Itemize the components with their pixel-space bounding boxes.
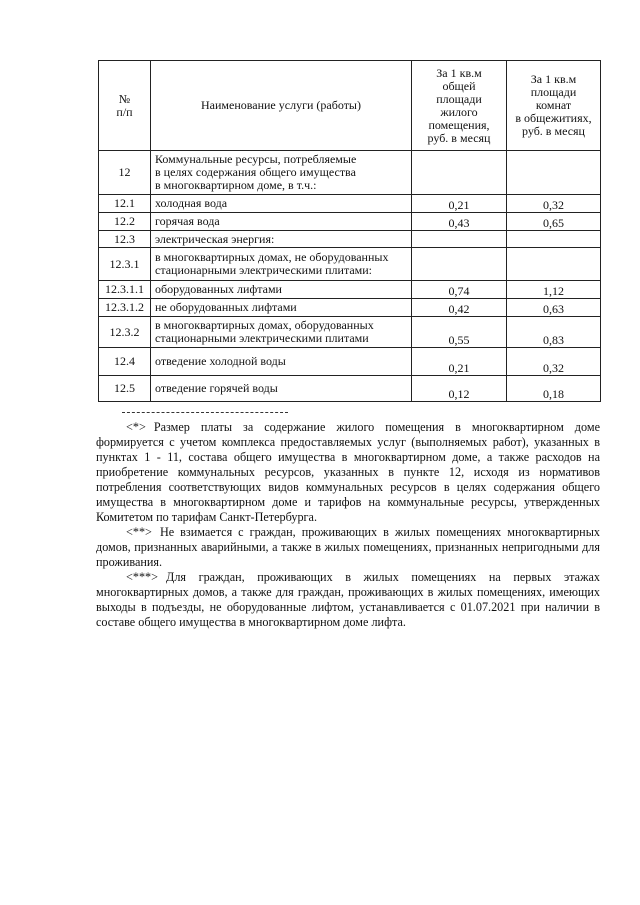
footnote-divider xyxy=(122,412,288,413)
row-value-dormitory: 0,32 xyxy=(507,348,601,376)
row-value-living: 0,12 xyxy=(412,376,507,402)
row-value-living: 0,43 xyxy=(412,213,507,231)
row-service: отведение горячей воды xyxy=(151,376,412,402)
table-row xyxy=(99,317,601,348)
row-number: 12.5 xyxy=(99,376,151,402)
footnote-text: Для граждан, проживающих в жилых помещениях на первых этажах многоквартирных домов, а также для граждан, проживающих в жилых помещениях, имеющих выходы в подъезды, не оборудованные лифтом, устанавливается с 01.07.2021 при наличии в составе общего имущества в многоквартирном доме лифта. xyxy=(96,570,600,629)
row-value-dormitory xyxy=(507,151,601,195)
footnote-mark: <**> xyxy=(126,525,152,539)
header-name: Наименование услуги (работы) xyxy=(151,61,412,151)
table-row xyxy=(99,248,601,281)
row-service: холодная вода xyxy=(151,195,412,213)
footnote-text: Не взимается с граждан, проживающих в жилых помещениях многоквартирных домов, признанных аварийными, а также в жилых помещениях, признанных непригодными для проживания. xyxy=(96,525,600,569)
row-value-living xyxy=(412,151,507,195)
table-row xyxy=(99,151,601,195)
row-value-living: 0,74 xyxy=(412,281,507,299)
row-number: 12.4 xyxy=(99,348,151,376)
header-per-sqm-living: За 1 кв.м общей площади жилого помещения, руб. в месяц xyxy=(412,61,507,151)
footnote-2 xyxy=(96,525,600,570)
table-row xyxy=(99,231,601,248)
row-value-dormitory: 0,63 xyxy=(507,299,601,317)
row-service: Коммунальные ресурсы, потребляемые в целях содержания общего имущества в многоквартирном доме, в т.ч.: xyxy=(151,151,412,195)
table-row xyxy=(99,348,601,376)
row-service: не оборудованных лифтами xyxy=(151,299,412,317)
row-value-dormitory: 0,65 xyxy=(507,213,601,231)
row-value-living: 0,21 xyxy=(412,348,507,376)
row-service: в многоквартирных домах, оборудованных стационарными электрическими плитами xyxy=(151,317,412,348)
table-body xyxy=(99,151,601,402)
row-service: отведение холодной воды xyxy=(151,348,412,376)
row-service: электрическая энергия: xyxy=(151,231,412,248)
row-service: оборудованных лифтами xyxy=(151,281,412,299)
row-number: 12.1 xyxy=(99,195,151,213)
row-value-living xyxy=(412,248,507,281)
table-row xyxy=(99,376,601,402)
row-service: горячая вода xyxy=(151,213,412,231)
row-service: в многоквартирных домах, не оборудованных стационарными электрическими плитами: xyxy=(151,248,412,281)
row-value-dormitory: 0,32 xyxy=(507,195,601,213)
footnotes xyxy=(96,412,600,630)
tariff-table xyxy=(98,60,601,402)
row-value-dormitory xyxy=(507,231,601,248)
table-row xyxy=(99,281,601,299)
row-value-living xyxy=(412,231,507,248)
footnote-1 xyxy=(96,420,600,525)
table-row xyxy=(99,299,601,317)
footnote-mark: <***> xyxy=(126,570,159,584)
row-value-living: 0,42 xyxy=(412,299,507,317)
row-number: 12 xyxy=(99,151,151,195)
header-per-sqm-dormitory: За 1 кв.м площади комнат в общежитиях, руб. в месяц xyxy=(507,61,601,151)
table-header-row xyxy=(99,61,601,151)
row-number: 12.3.1.1 xyxy=(99,281,151,299)
row-value-dormitory xyxy=(507,248,601,281)
row-value-dormitory: 1,12 xyxy=(507,281,601,299)
row-value-living: 0,55 xyxy=(412,317,507,348)
table-row xyxy=(99,195,601,213)
table-row xyxy=(99,213,601,231)
footnote-text: Размер платы за содержание жилого помещения в многоквартирном доме формируется с учетом комплекса предоставляемых услуг (выполняемых работ), указанных в пунктах 1 - 11, состава общего имущества в многоквартирном доме, а также расходов на приобретение коммунальных ресурсов, указанных в пункте 12, исходя из нормативов потребления соответствующих видов коммунальных ресурсов в целях содержания общего имущества в многоквартирном доме и тарифов на коммунальные ресурсы, утвержденных Комитетом по тарифам Санкт-Петербурга. xyxy=(96,420,600,524)
row-value-dormitory: 0,18 xyxy=(507,376,601,402)
footnote-mark: <*> xyxy=(126,420,146,434)
row-value-living: 0,21 xyxy=(412,195,507,213)
header-num: № п/п xyxy=(99,61,151,151)
row-number: 12.3 xyxy=(99,231,151,248)
row-number: 12.3.1.2 xyxy=(99,299,151,317)
row-number: 12.2 xyxy=(99,213,151,231)
row-value-dormitory: 0,83 xyxy=(507,317,601,348)
row-number: 12.3.1 xyxy=(99,248,151,281)
footnote-3 xyxy=(96,570,600,630)
row-number: 12.3.2 xyxy=(99,317,151,348)
